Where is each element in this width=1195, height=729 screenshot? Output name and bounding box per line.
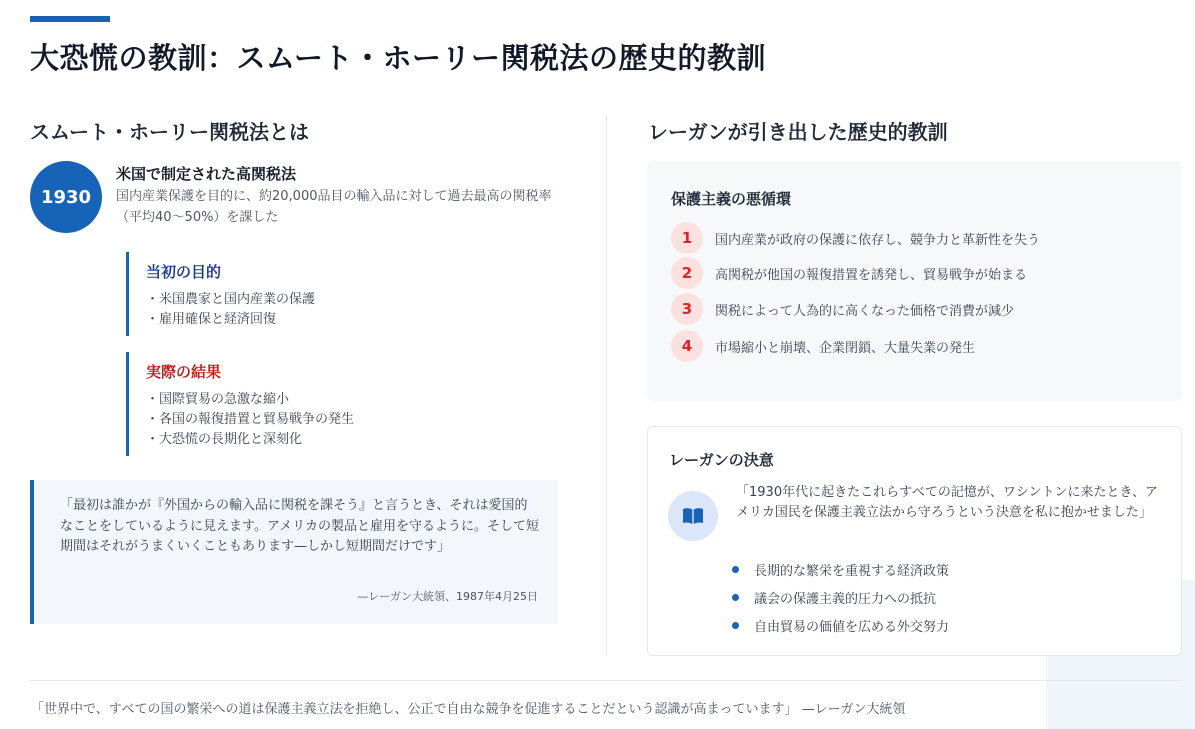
intro-title: 米国で制定された高関税法 <box>116 165 297 183</box>
step-text: 高関税が他国の報復措置を誘発し、貿易戦争が始まる <box>715 267 1028 283</box>
title-accent-bar <box>30 16 110 22</box>
step-text: 関税によって人為的に高くなった価格で消費が減少 <box>715 303 1015 319</box>
result-block <box>126 352 354 456</box>
purpose-block <box>126 252 315 336</box>
reagan-quote-text: 「最初は誰かが『外国からの輸入品に関税を課そう』と言うとき、それは愛国的なことをしているように見えます。アメリカの製品と雇用を守るように。そして短期間はそれがうまくいくこともあります—しかし短期間だけです」 <box>60 498 540 554</box>
step-number-badge: 1 <box>671 222 703 254</box>
intro-text: 国内産業保護を目的に、約20,000品目の輸入品に対して過去最高の関税率（平均40～50%）を課した <box>116 189 552 225</box>
result-heading: 実際の結果 <box>146 363 222 381</box>
reagan-quote-box <box>30 480 558 624</box>
resolve-item <box>732 559 949 579</box>
book-icon <box>668 491 718 541</box>
result-item: ・各国の報復措置と貿易戦争の発生 <box>146 412 355 427</box>
resolve-quote: 「1930年代に起きたこれらすべての記憶が、ワシントンに来たとき、アメリカ国民を保護主義立法から守ろうという決意を私に抱かせました」 <box>736 485 1158 520</box>
step-number-badge: 2 <box>671 257 703 289</box>
vicious-cycle-heading: 保護主義の悪循環 <box>671 190 792 208</box>
resolve-item-text: 長期的な繁栄を重視する経済政策 <box>754 563 950 579</box>
cycle-step <box>671 293 1014 325</box>
vicious-cycle-card <box>647 161 1182 401</box>
step-number-badge: 3 <box>671 293 703 325</box>
reagan-resolve-card <box>647 426 1182 656</box>
result-item: ・大恐慌の長期化と深刻化 <box>146 432 303 447</box>
bullet-dot <box>732 566 739 573</box>
page-title: 大恐慌の教訓：スムート・ホーリー関税法の歴史的教訓 <box>30 41 767 75</box>
reagan-quote-source: —レーガン大統領、1987年4月25日 <box>357 590 538 603</box>
resolve-item <box>732 587 936 607</box>
result-item: ・国際貿易の急激な縮小 <box>146 392 290 407</box>
resolve-heading: レーガンの決意 <box>669 451 774 469</box>
resolve-item <box>732 615 949 635</box>
footer-quote: 「世界中で、すべての国の繁栄への道は保護主義立法を拒絶し、公正で自由な競争を促進することだという認識が高まっています」 —レーガン大統領 <box>31 702 906 717</box>
resolve-item-text: 自由貿易の価値を広める外交努力 <box>754 619 950 635</box>
cycle-step <box>671 257 1027 289</box>
purpose-heading: 当初の目的 <box>146 263 222 281</box>
step-text: 国内産業が政府の保護に依存し、競争力と革新性を失う <box>715 232 1041 248</box>
right-section-heading: レーガンが引き出した歴史的教訓 <box>648 120 948 144</box>
purpose-item: ・米国農家と国内産業の保護 <box>146 292 316 307</box>
column-divider <box>606 114 607 656</box>
year-badge: 1930 <box>30 161 102 233</box>
bullet-dot <box>732 594 739 601</box>
purpose-item: ・雇用確保と経済回復 <box>146 312 277 327</box>
cycle-step <box>671 330 975 362</box>
left-section-heading: スムート・ホーリー関税法とは <box>30 120 309 144</box>
cycle-step <box>671 222 1040 254</box>
footer-divider <box>30 680 1182 681</box>
step-text: 市場縮小と崩壊、企業閉鎖、大量失業の発生 <box>715 340 976 356</box>
bullet-dot <box>732 622 739 629</box>
resolve-item-text: 議会の保護主義的圧力への抵抗 <box>754 591 937 607</box>
step-number-badge: 4 <box>671 330 703 362</box>
